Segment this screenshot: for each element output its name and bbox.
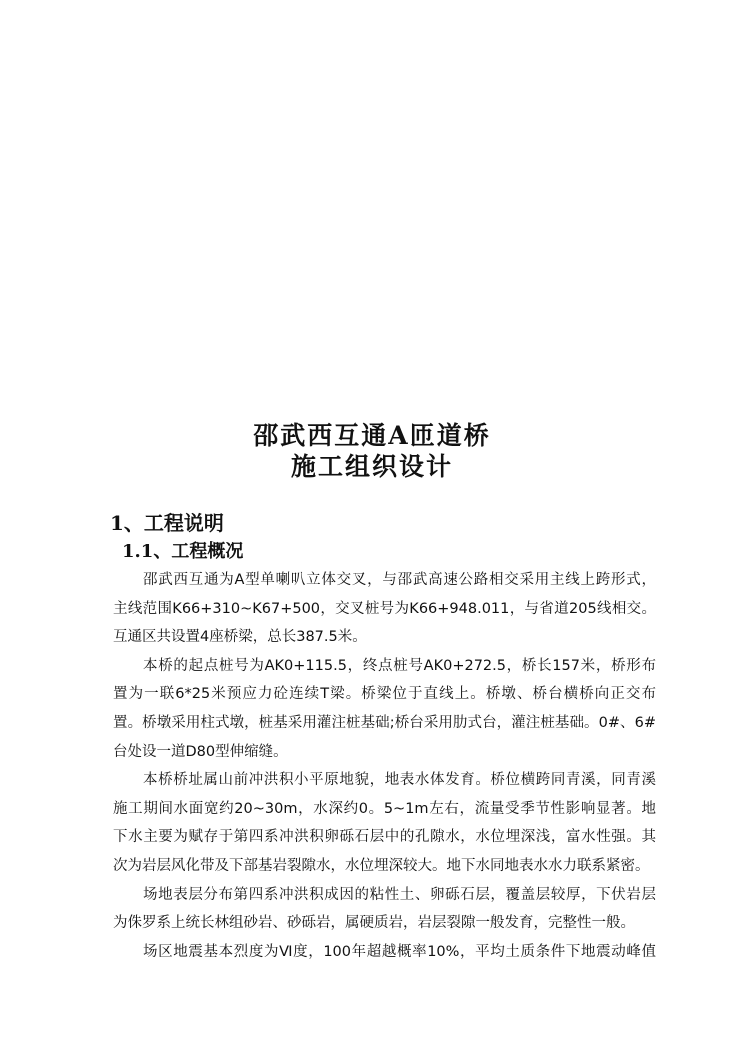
text-line: 置为一联6*25米预应力砼连续T梁。桥梁位于直线上。桥墩、桥台横桥向正交布: [113, 686, 656, 703]
body-text: [113, 566, 656, 966]
text-line: 互通区共设置4座桥梁，总长387.5米。: [113, 629, 367, 646]
paragraph: [113, 881, 656, 938]
paragraph: [113, 938, 656, 967]
section-heading: 1、工程说明: [110, 511, 224, 535]
paragraph: [113, 566, 656, 652]
text-line: 为侏罗系上统长林组砂岩、砂砾岩，属硬质岩，岩层裂隙一般发育，完整性一般。: [113, 915, 635, 932]
text-line: 下水主要为赋存于第四系冲洪积卵砾石层中的孔隙水，水位埋深浅，富水性强。其: [113, 829, 656, 846]
document-title-line1: 邵武西互通A匝道桥: [253, 421, 491, 450]
document-title-line2: 施工组织设计: [290, 452, 453, 481]
text-line: 本桥桥址属山前冲洪积小平原地貌，地表水体发育。桥位横跨同青溪，同青溪: [143, 772, 656, 789]
text-line: 本桥的起点桩号为AK0+115.5，终点桩号AK0+272.5，桥长157米，桥形布: [143, 657, 656, 674]
text-line: 场区地震基本烈度为Ⅵ度，100年超越概率10%，平均土质条件下地震动峰值: [143, 943, 656, 960]
text-line: 次为岩层风化带及下部基岩裂隙水，水位埋深较大。地下水同地表水水力联系紧密。: [113, 857, 650, 874]
text-line: 邵武西互通为A型单喇叭立体交叉，与邵武高速公路相交采用主线上跨形式，: [143, 572, 656, 588]
paragraph: [113, 652, 656, 766]
text-line: 施工期间水面宽约20~30m，水深约0。5~1m左右，流量受季节性影响显著。地: [113, 800, 656, 817]
subsection-heading: 1.1、工程概况: [122, 541, 244, 562]
text-line: 台处设一道D80型伸缩缝。: [113, 743, 288, 760]
text-line: 场地表层分布第四系冲洪积成因的粘性土、卵砾石层，覆盖层较厚，下伏岩层: [143, 886, 656, 903]
text-line: 主线范围K66+310~K67+500，交叉桩号为K66+948.011，与省道205线相交。: [113, 600, 656, 617]
text-line: 置。桥墩采用柱式墩，桩基采用灌注桩基础;桥台采用肋式台，灌注桩基础。0#、6#: [113, 714, 656, 731]
paragraph: [113, 766, 656, 880]
